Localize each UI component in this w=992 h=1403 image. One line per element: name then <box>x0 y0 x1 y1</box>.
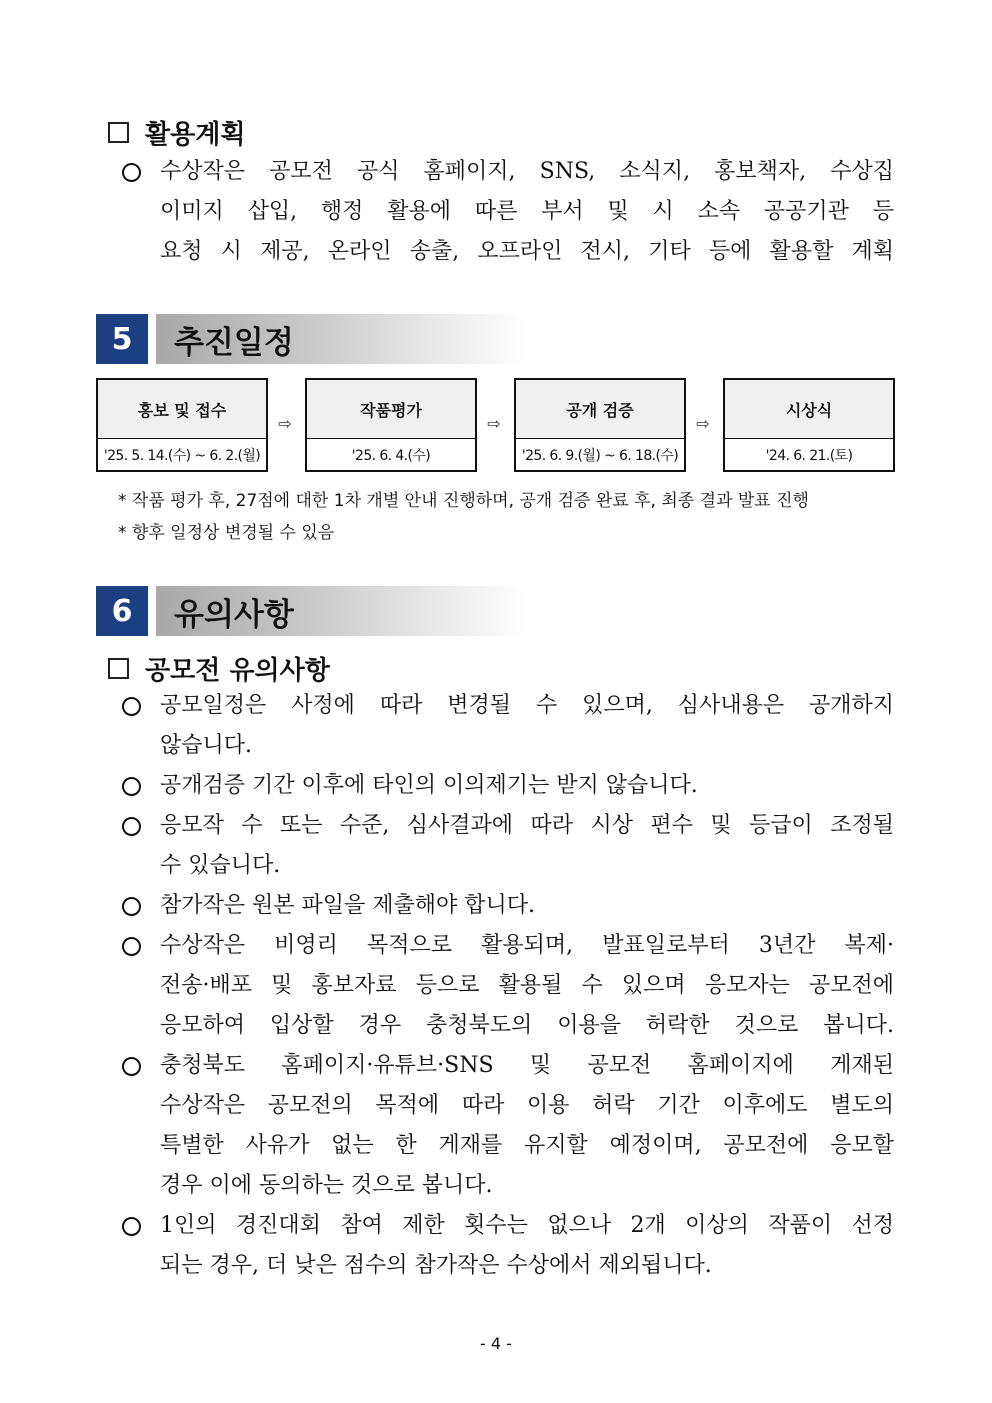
step-2-date: '25. 6. 4.(수) <box>351 448 431 464</box>
arrow-right-icon: ⇨ <box>487 414 501 433</box>
step-4-title: 시상식 <box>725 380 893 439</box>
step-4-date: '24. 6. 21.(토) <box>765 448 853 464</box>
notice-6-line-2: 수상작은 공모전의 목적에 따라 이용 허락 기간 이후에도 별도의 <box>160 1093 894 1118</box>
section-6-title: 유의사항 <box>156 586 526 636</box>
schedule-note-2: * 향후 일정상 변경될 수 있음 <box>118 523 335 543</box>
notice-bullet-1 <box>122 686 894 766</box>
notice-5-line-3: 응모하여 입상할 경우 충청북도의 이용을 허락한 것으로 봅니다. <box>160 1013 894 1038</box>
notice-2-line-1: 공개검증 기간 이후에 타인의 이의제기는 받지 않습니다. <box>160 773 698 798</box>
notice-3-line-2: 수 있습니다. <box>160 853 281 878</box>
notice-bullet-7 <box>122 1206 894 1286</box>
notice-bullet-2 <box>122 766 894 806</box>
notice-5-line-2: 전송·배포 및 홍보자료 등으로 활용될 수 있으며 응모자는 공모전에 <box>160 973 894 998</box>
circle-bullet-icon <box>122 1046 144 1086</box>
notice-subtitle: 공모전 유의사항 <box>145 656 330 686</box>
plan-title: 활용계획 <box>145 120 246 150</box>
schedule-step-3 <box>514 378 686 472</box>
notice-1-line-2: 않습니다. <box>160 733 253 758</box>
circle-bullet-icon <box>122 1206 144 1246</box>
section-5-header <box>96 314 526 364</box>
section-5-title: 추진일정 <box>156 314 526 364</box>
notice-1-line-1: 공모일정은 사정에 따라 변경될 수 있으며, 심사내용은 공개하지 <box>160 693 894 718</box>
circle-bullet-icon <box>122 152 144 192</box>
notice-6-line-1: 충청북도 홈페이지·유튜브·SNS 및 공모전 홈페이지에 게재된 <box>160 1053 894 1078</box>
notice-6-line-4: 경우 이에 동의하는 것으로 봅니다. <box>160 1173 493 1198</box>
circle-bullet-icon <box>122 766 144 806</box>
step-1-title: 홍보 및 접수 <box>98 380 266 439</box>
notice-bullet-3 <box>122 806 894 886</box>
plan-bullet <box>122 152 894 272</box>
plan-line-3: 요청 시 제공, 온라인 송출, 오프라인 전시, 기타 등에 활용할 계획 <box>160 239 894 264</box>
notice-6-line-3: 특별한 사유가 없는 한 게재를 유지할 예정이며, 공모전에 응모할 <box>160 1133 894 1158</box>
notice-7-line-1: 1인의 경진대회 참여 제한 횟수는 없으나 2개 이상의 작품이 선정 <box>160 1213 894 1238</box>
plan-heading <box>108 114 245 151</box>
notice-bullet-6 <box>122 1046 894 1206</box>
arrow-right-icon: ⇨ <box>278 414 292 433</box>
notice-bullet-4 <box>122 886 894 926</box>
notice-bullet-5 <box>122 926 894 1046</box>
notice-4-line-1: 참가작은 원본 파일을 제출해야 합니다. <box>160 893 535 918</box>
section-6-number: 6 <box>96 586 148 636</box>
circle-bullet-icon <box>122 686 144 726</box>
step-3-title: 공개 검증 <box>516 380 684 439</box>
schedule-step-4 <box>723 378 895 472</box>
step-3-date: '25. 6. 9.(월) ~ 6. 18.(수) <box>521 448 679 464</box>
circle-bullet-icon <box>122 926 144 966</box>
step-2-title: 작품평가 <box>307 380 475 439</box>
notice-7-line-2: 되는 경우, 더 낮은 점수의 참가작은 수상에서 제외됩니다. <box>160 1253 712 1278</box>
notice-heading <box>108 650 330 687</box>
page-number: - 4 - <box>480 1334 512 1353</box>
section-6-header <box>96 586 526 636</box>
section-5-number: 5 <box>96 314 148 364</box>
schedule-step-2 <box>305 378 477 472</box>
square-bullet-icon <box>108 122 129 143</box>
step-1-date: '25. 5. 14.(수) ~ 6. 2.(월) <box>103 448 261 464</box>
circle-bullet-icon <box>122 806 144 846</box>
schedule-note-1: * 작품 평가 후, 27점에 대한 1차 개별 안내 진행하며, 공개 검증 완료 후, 최종 결과 발표 진행 <box>118 491 809 511</box>
square-bullet-icon <box>108 658 129 679</box>
schedule-step-1 <box>96 378 268 472</box>
plan-line-2: 이미지 삽입, 행정 활용에 따른 부서 및 시 소속 공공기관 등 <box>160 199 894 224</box>
arrow-right-icon: ⇨ <box>696 414 710 433</box>
notice-5-line-1: 수상작은 비영리 목적으로 활용되며, 발표일로부터 3년간 복제· <box>160 933 894 958</box>
circle-bullet-icon <box>122 886 144 926</box>
plan-line-1: 수상작은 공모전 공식 홈페이지, SNS, 소식지, 홍보책자, 수상집 <box>160 159 894 184</box>
notice-3-line-1: 응모작 수 또는 수준, 심사결과에 따라 시상 편수 및 등급이 조정될 <box>160 813 894 838</box>
